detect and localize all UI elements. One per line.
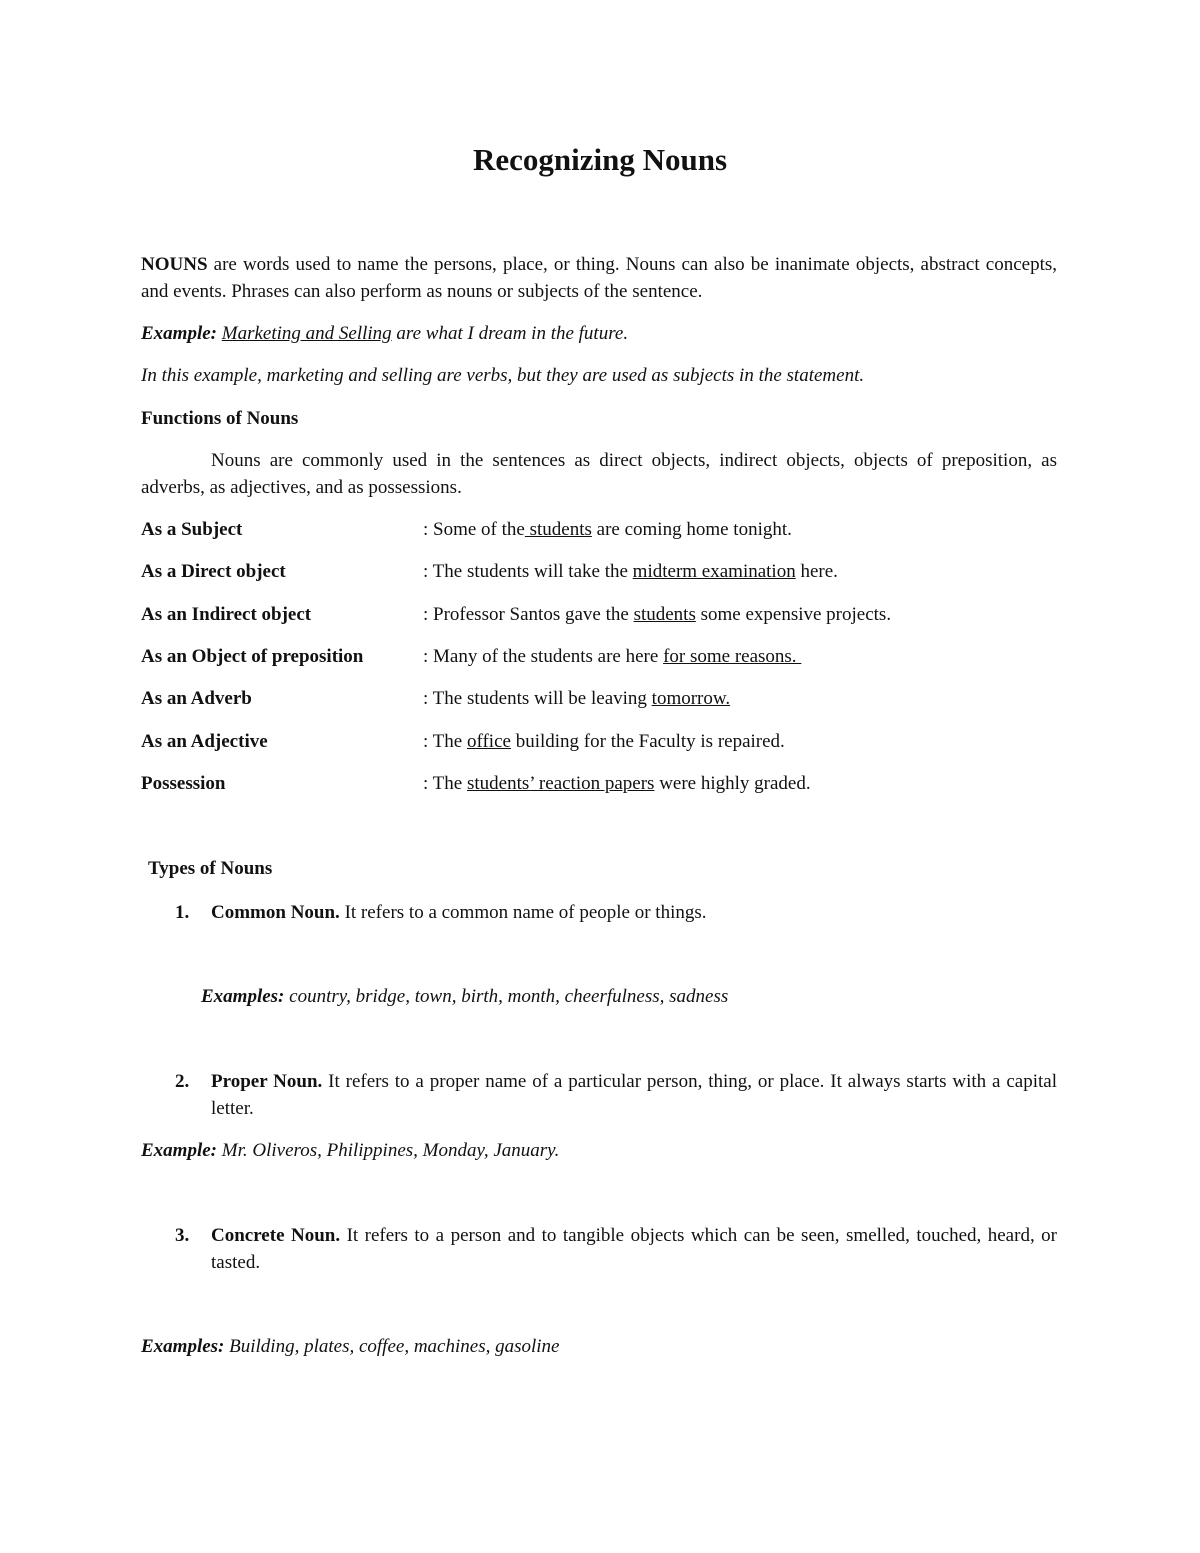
function-example-underlined: for some reasons. bbox=[663, 646, 802, 667]
type-examples-concrete-noun bbox=[141, 1333, 559, 1360]
page-title: Recognizing Nouns bbox=[472, 142, 728, 177]
function-example-pre: : Professor Santos gave the bbox=[423, 604, 634, 625]
function-example-direct-object bbox=[423, 558, 838, 585]
function-example-adjective bbox=[423, 728, 785, 755]
function-example-underlined: students’ reaction papers bbox=[466, 773, 655, 794]
function-example-pre: : The bbox=[423, 773, 467, 794]
examples-text: Building, plates, coffee, machines, gasoline bbox=[224, 1336, 560, 1357]
function-label-direct-object: As a Direct object bbox=[141, 561, 286, 582]
example-rest: are what I dream in the future. bbox=[391, 323, 629, 344]
intro-text: are words used to name the persons, place, or thing. Nouns can also be inanimate objects, abstract concepts, and events. Phrases can also perform as nouns or subjects of the sentence. bbox=[141, 254, 1057, 302]
function-example-pre: : Many of the students are here bbox=[423, 646, 664, 667]
example-label: Example: bbox=[141, 323, 217, 344]
function-example-post: are coming home tonight. bbox=[591, 519, 792, 540]
function-example-underlined: students bbox=[524, 519, 592, 540]
function-label-object-of-preposition: As an Object of preposition bbox=[141, 646, 364, 667]
function-example-pre: : The students will be leaving bbox=[423, 688, 652, 709]
examples-label: Example: bbox=[141, 1140, 217, 1161]
type-examples-proper-noun bbox=[141, 1137, 559, 1164]
function-label-adverb: As an Adverb bbox=[141, 688, 252, 709]
function-example-post: building for the Faculty is repaired. bbox=[510, 731, 785, 752]
function-example-indirect-object bbox=[423, 601, 891, 628]
functions-heading: Functions of Nouns bbox=[141, 408, 299, 429]
function-example-pre: : The students will take the bbox=[423, 561, 633, 582]
function-example-post: here. bbox=[795, 561, 838, 582]
function-example-underlined: students bbox=[633, 604, 696, 625]
function-example-adverb bbox=[423, 685, 730, 712]
type-description: It refers to a person and to tangible objects which can be seen, smelled, touched, heard, or tasted. bbox=[211, 1225, 1057, 1273]
types-heading: Types of Nouns bbox=[148, 858, 273, 879]
function-example-subject bbox=[423, 516, 792, 543]
type-description: It refers to a proper name of a particular person, thing, or place. It always starts with a capital letter. bbox=[211, 1071, 1058, 1119]
type-item-proper-noun bbox=[211, 1068, 1057, 1122]
function-example-object-of-preposition bbox=[423, 643, 801, 670]
function-example-possession bbox=[423, 770, 811, 797]
intro-lead: NOUNS bbox=[141, 254, 208, 275]
type-description: It refers to a common name of people or things. bbox=[339, 902, 707, 923]
examples-label: Examples: bbox=[201, 986, 285, 1007]
functions-intro: Nouns are commonly used in the sentences as direct objects, indirect objects, objects of preposition, as adverbs, as adjectives, and as possessions. bbox=[141, 450, 1057, 498]
function-example-pre: : Some of the bbox=[423, 519, 525, 540]
examples-text: country, bridge, town, birth, month, cheerfulness, sadness bbox=[284, 986, 729, 1007]
function-example-underlined: midterm examination bbox=[632, 561, 796, 582]
type-number: 3. bbox=[175, 1225, 190, 1246]
type-item-concrete-noun bbox=[211, 1222, 1057, 1276]
function-label-possession: Possession bbox=[141, 773, 226, 794]
example-underlined: Marketing and Selling bbox=[221, 323, 392, 344]
type-name: Concrete Noun. bbox=[211, 1225, 341, 1246]
function-example-post: some expensive projects. bbox=[695, 604, 892, 625]
intro-paragraph bbox=[141, 251, 1057, 305]
function-example-post: were highly graded. bbox=[654, 773, 811, 794]
examples-text: Mr. Oliveros, Philippines, Monday, January. bbox=[217, 1140, 560, 1161]
example-note: In this example, marketing and selling are verbs, but they are used as subjects in the statement. bbox=[141, 365, 865, 386]
function-label-indirect-object: As an Indirect object bbox=[141, 604, 312, 625]
function-example-pre: : The bbox=[423, 731, 467, 752]
function-label-subject: As a Subject bbox=[141, 519, 243, 540]
type-examples-common-noun bbox=[201, 983, 728, 1010]
function-label-adjective: As an Adjective bbox=[141, 731, 268, 752]
type-name: Proper Noun. bbox=[211, 1071, 323, 1092]
type-item-common-noun bbox=[211, 899, 1057, 926]
function-example-underlined: tomorrow. bbox=[651, 688, 731, 709]
type-number: 1. bbox=[175, 902, 190, 923]
example-sentence bbox=[141, 320, 628, 347]
examples-label: Examples: bbox=[141, 1336, 225, 1357]
type-number: 2. bbox=[175, 1071, 190, 1092]
type-name: Common Noun. bbox=[211, 902, 340, 923]
function-example-underlined: office bbox=[466, 731, 511, 752]
